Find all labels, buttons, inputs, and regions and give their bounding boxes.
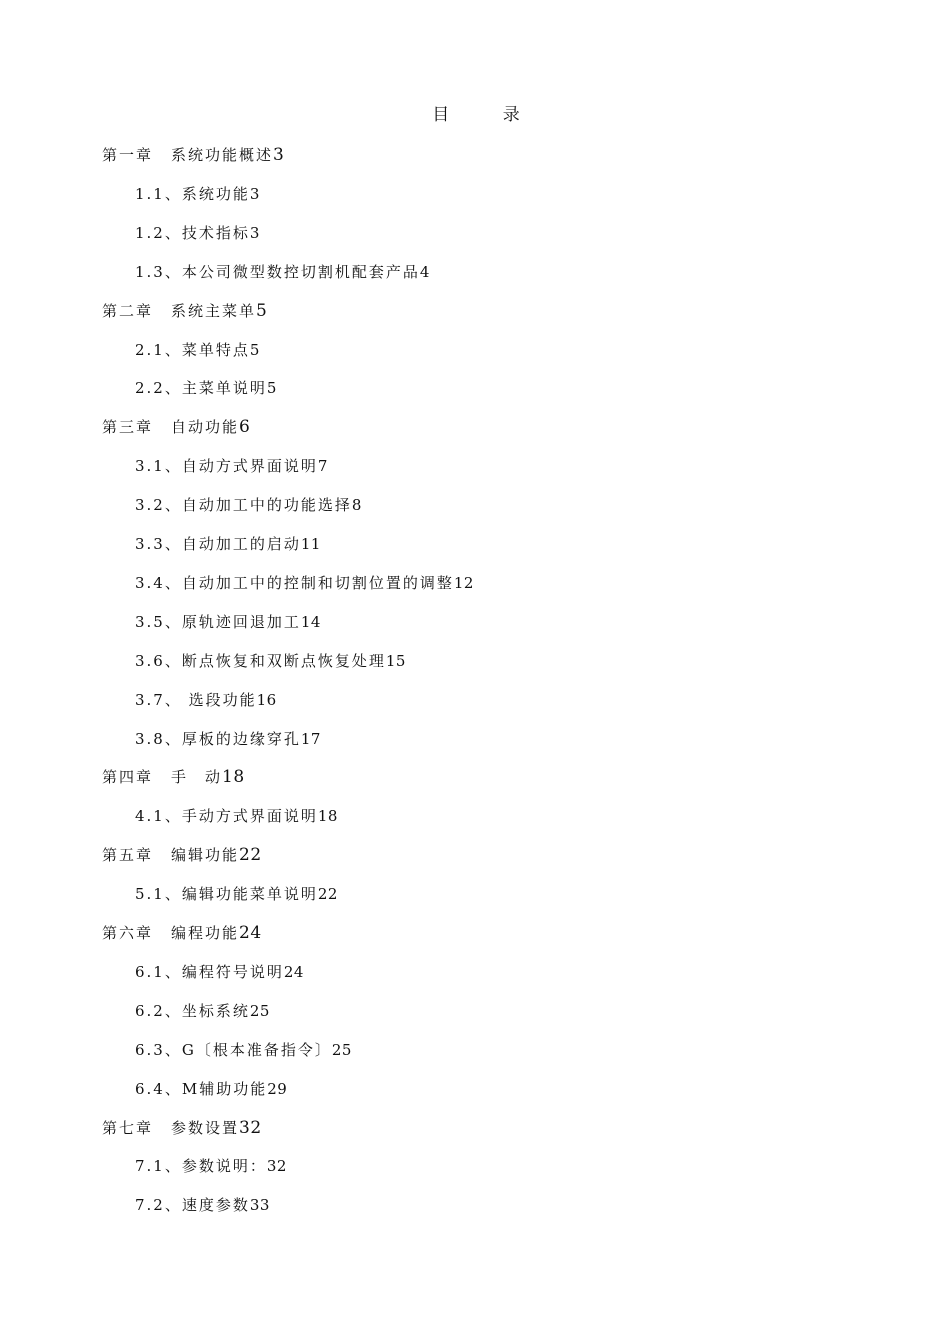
toc-section-entry[interactable] bbox=[135, 1079, 287, 1099]
toc-entry-number: 5.1、 bbox=[135, 885, 182, 904]
toc-section-entry[interactable] bbox=[135, 884, 338, 904]
toc-entry-number: 7.1、 bbox=[135, 1157, 182, 1176]
toc-entry-page-number: 7 bbox=[317, 457, 328, 476]
toc-entry-number: 4.1、 bbox=[135, 807, 182, 826]
toc-section-entry[interactable] bbox=[135, 962, 304, 982]
toc-entry-page-number: 12 bbox=[453, 573, 474, 592]
toc-entry-title: 手 动 bbox=[171, 768, 223, 787]
toc-entry-title: 编辑功能菜单说明 bbox=[181, 885, 318, 904]
toc-entry-number: 1.1、 bbox=[135, 184, 182, 203]
toc-entry-number: 1.2、 bbox=[135, 223, 182, 242]
toc-entry-number: 1.3、 bbox=[135, 262, 182, 281]
toc-entry-number: 2.1、 bbox=[135, 340, 182, 359]
toc-entry-number: 3.1、 bbox=[135, 457, 182, 476]
toc-entry-page-number: 24 bbox=[239, 923, 262, 943]
toc-entry-title: 编程符号说明 bbox=[181, 962, 284, 981]
toc-entry-number: 7.2、 bbox=[135, 1196, 182, 1215]
toc-entry-title: 原轨迹回退加工 bbox=[181, 612, 301, 631]
toc-entry-page-number: 16 bbox=[256, 690, 277, 709]
toc-section-entry[interactable] bbox=[135, 495, 362, 515]
toc-entry-title: 技术指标 bbox=[181, 223, 250, 242]
toc-entry-number: 6.1、 bbox=[135, 962, 182, 981]
toc-entry-title: 编辑功能 bbox=[171, 846, 240, 865]
toc-section-entry[interactable] bbox=[135, 378, 277, 398]
toc-entry-number: 第一章 bbox=[102, 146, 154, 164]
toc-entry-page-number: 5 bbox=[256, 300, 268, 321]
toc-entry-page-number: 11 bbox=[300, 535, 321, 553]
toc-entry-number: 第二章 bbox=[102, 301, 154, 320]
toc-entry-number: 6.4、 bbox=[135, 1079, 182, 1098]
toc-entry-page-number: 25 bbox=[249, 1001, 270, 1020]
toc-entry-page-number: 22 bbox=[317, 885, 338, 904]
toc-chapter-entry[interactable] bbox=[102, 1118, 262, 1138]
toc-entry-page-number: 15 bbox=[385, 651, 406, 670]
toc-entry-page-number: 3 bbox=[249, 184, 260, 203]
toc-entry-number: 3.2、 bbox=[135, 496, 182, 515]
toc-entry-title: G〔根本准备指令〕 bbox=[181, 1040, 332, 1059]
toc-entry-page-number: 14 bbox=[300, 612, 321, 631]
toc-entry-number: 3.5、 bbox=[135, 612, 182, 631]
toc-entry-number: 6.2、 bbox=[135, 1001, 182, 1020]
toc-entry-number: 3.8、 bbox=[135, 729, 182, 748]
toc-entry-title: M辅助功能 bbox=[181, 1079, 268, 1098]
toc-chapter-entry[interactable] bbox=[102, 301, 267, 321]
toc-entry-page-number: 24 bbox=[283, 962, 304, 981]
toc-entry-page-number: 3 bbox=[249, 223, 260, 242]
toc-entry-number: 3.3、 bbox=[135, 535, 182, 553]
toc-section-entry[interactable] bbox=[135, 612, 321, 632]
toc-entry-title: 自动加工中的控制和切割位置的调整 bbox=[181, 573, 454, 592]
toc-section-entry[interactable] bbox=[135, 1156, 287, 1176]
toc-section-entry[interactable] bbox=[135, 340, 260, 360]
toc-entry-page-number: 18 bbox=[317, 807, 338, 826]
toc-entry-page-number: 8 bbox=[351, 496, 362, 515]
toc-entry-number: 第四章 bbox=[102, 768, 154, 787]
toc-entry-page-number: 33 bbox=[249, 1196, 270, 1215]
toc-entry-page-number: 25 bbox=[331, 1040, 352, 1059]
toc-entry-number: 第三章 bbox=[102, 418, 154, 437]
toc-chapter-entry[interactable] bbox=[102, 845, 262, 865]
toc-entry-page-number: 5 bbox=[249, 340, 260, 359]
toc-entry-title: 自动方式界面说明 bbox=[181, 457, 318, 476]
toc-entry-page-number: 4 bbox=[419, 262, 430, 281]
toc-section-entry[interactable] bbox=[135, 729, 321, 749]
toc-entry-page-number: 5 bbox=[266, 379, 277, 398]
toc-entry-page-number: 29 bbox=[267, 1079, 288, 1098]
toc-entry-number: 3.6、 bbox=[135, 651, 182, 670]
toc-section-entry[interactable] bbox=[135, 1001, 270, 1021]
toc-section-entry[interactable] bbox=[135, 1040, 352, 1060]
toc-entry-number: 2.2、 bbox=[135, 379, 182, 398]
toc-entry-page-number: 22 bbox=[239, 845, 262, 866]
toc-entry-number: 3.7、 bbox=[135, 690, 182, 709]
toc-title: 目 录 bbox=[432, 105, 544, 125]
toc-entry-title: 参数设置 bbox=[171, 1118, 240, 1137]
toc-entry-title: 坐标系统 bbox=[181, 1001, 250, 1020]
toc-entry-number: 第五章 bbox=[102, 846, 154, 865]
toc-section-entry[interactable] bbox=[135, 806, 338, 826]
toc-entry-title: 选段功能 bbox=[181, 690, 257, 709]
toc-entry-page-number: 32 bbox=[266, 1157, 287, 1176]
toc-section-entry[interactable] bbox=[135, 651, 406, 671]
toc-chapter-entry[interactable] bbox=[102, 767, 245, 787]
toc-entry-page-number: 6 bbox=[239, 417, 251, 438]
toc-entry-title: 断点恢复和双断点恢复处理 bbox=[181, 651, 386, 670]
toc-entry-page-number: 32 bbox=[239, 1117, 262, 1138]
toc-section-entry[interactable] bbox=[135, 223, 260, 243]
toc-entry-number: 3.4、 bbox=[135, 573, 182, 592]
toc-section-entry[interactable] bbox=[135, 184, 260, 204]
toc-section-entry[interactable] bbox=[135, 573, 474, 593]
toc-chapter-entry[interactable] bbox=[102, 145, 284, 165]
toc-section-entry[interactable] bbox=[135, 534, 321, 554]
toc-section-entry[interactable] bbox=[135, 1195, 270, 1215]
toc-entry-title: 自动加工的启动 bbox=[181, 535, 301, 553]
toc-entry-number: 第七章 bbox=[102, 1118, 154, 1137]
toc-entry-title: 自动功能 bbox=[171, 418, 240, 437]
toc-entry-number: 第六章 bbox=[102, 924, 154, 942]
toc-entry-title: 主菜单说明 bbox=[181, 379, 267, 398]
toc-chapter-entry[interactable] bbox=[102, 417, 250, 437]
toc-entry-title: 本公司微型数控切割机配套产品 bbox=[181, 262, 420, 281]
toc-entry-title: 速度参数 bbox=[181, 1196, 250, 1215]
toc-entry-title: 系统主菜单 bbox=[171, 301, 257, 320]
toc-entry-title: 手动方式界面说明 bbox=[181, 807, 318, 826]
toc-entry-title: 自动加工中的功能选择 bbox=[181, 496, 352, 515]
toc-chapter-entry[interactable] bbox=[102, 923, 262, 943]
toc-entry-title: 菜单特点 bbox=[181, 340, 250, 359]
toc-entry-title: 厚板的边缘穿孔 bbox=[181, 729, 301, 748]
toc-entry-title: 参数说明： bbox=[181, 1157, 267, 1176]
toc-entry-title: 系统功能 bbox=[181, 184, 250, 203]
toc-section-entry[interactable] bbox=[135, 456, 328, 476]
toc-entry-title: 编程功能 bbox=[171, 924, 240, 942]
toc-section-entry[interactable] bbox=[135, 690, 277, 710]
toc-entry-title: 系统功能概述 bbox=[171, 146, 274, 164]
toc-entry-page-number: 3 bbox=[273, 145, 285, 165]
toc-entry-page-number: 17 bbox=[300, 729, 321, 748]
toc-entry-number: 6.3、 bbox=[135, 1040, 182, 1059]
toc-section-entry[interactable] bbox=[135, 262, 430, 282]
toc-entry-page-number: 18 bbox=[222, 767, 245, 788]
